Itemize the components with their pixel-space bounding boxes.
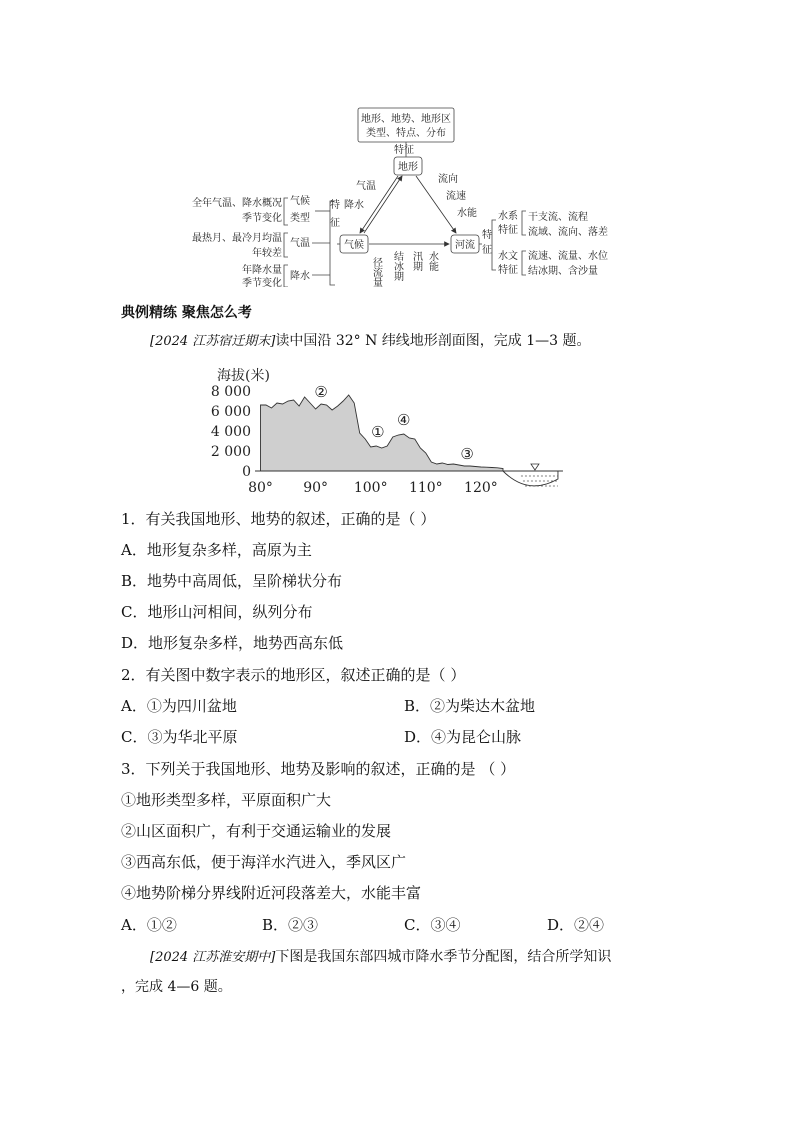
precip-feat-1: 年降水量: [242, 265, 282, 276]
climate-types-1: 气候: [290, 196, 310, 207]
q1-option-d[interactable]: D．地形复杂多样，地势西高东低: [121, 634, 344, 652]
water-system-feat-2: 流域、流向、落差: [528, 227, 608, 238]
node-river-label: 河流: [455, 240, 475, 251]
temp-feat-1: 最热月、最冷月均温: [192, 233, 282, 244]
climate-char-2: 征: [330, 218, 340, 229]
arrow-bottom-label-2: 结冰期: [391, 251, 403, 281]
q3-item-2: ②山区面积广，有利于交通运输业的发展: [121, 822, 392, 840]
x-tick-label: 110°: [408, 480, 443, 496]
q3-option-c[interactable]: C．③④: [404, 916, 461, 934]
water-system-2: 特征: [498, 225, 518, 236]
q3-item-3: ③西高东低，便于海洋水汽进入，季风区广: [121, 853, 407, 871]
intro-2: [150, 946, 611, 966]
q3-item-4: ④地势阶梯分界线附近河段落差大，水能丰富: [121, 884, 422, 902]
arrow-right-label-1: 流向: [438, 174, 458, 185]
q2-stem: 2．有关图中数字表示的地形区，叙述正确的是（ ）: [121, 666, 466, 684]
intro-2-text-line2: ，完成 4—6 题。: [121, 979, 232, 995]
climate-char-1: 特: [330, 200, 340, 211]
hydrology-feat-1: 流速、流量、水位: [528, 251, 608, 262]
region-marker: ③: [460, 445, 474, 463]
y-tick-label: 0: [242, 464, 251, 480]
y-tick-label: 6 000: [210, 404, 251, 420]
q2-option-d[interactable]: D．④为昆仑山脉: [404, 728, 522, 746]
x-tick-label: 80°: [248, 480, 273, 496]
climate-types-2: 类型: [290, 213, 310, 224]
q2-option-c[interactable]: C．③为华北平原: [121, 728, 238, 746]
river-char-2: 征: [482, 245, 492, 256]
region-marker: ②: [314, 383, 328, 401]
intro-1-text: 读中国沿 32° N 纬线地形剖面图，完成 1—3 题。: [275, 333, 591, 349]
q1-option-c[interactable]: C．地形山河相间，纵列分布: [121, 603, 313, 621]
node-climate-label: 气候: [344, 240, 364, 251]
arrow-left-label-2: 降水: [344, 200, 364, 211]
q3-option-a[interactable]: A．①②: [121, 916, 177, 934]
hydrology-1: 水文: [498, 251, 518, 262]
x-tick-label: 120°: [464, 480, 498, 496]
intro-1-source-tag: [2024 江苏宿迁期末]: [150, 334, 276, 349]
water-system-1: 水系: [498, 211, 518, 222]
region-marker: ①: [371, 423, 385, 441]
y-tick-label: 2 000: [210, 444, 251, 460]
q1-stem: 1．有关我国地形、地势的叙述，正确的是（ ）: [121, 510, 436, 528]
precip-feat-2: 季节变化: [242, 278, 282, 287]
intro-2-source-tag: [2024 江苏淮安期中]: [150, 950, 276, 965]
concept-map-diagram: [170, 105, 640, 287]
node-terrain-label: 地形: [398, 162, 418, 173]
x-tick-label: 100°: [353, 480, 388, 496]
climate-type-feat-2: 季节变化: [242, 213, 282, 224]
q3-option-d[interactable]: D．②④: [547, 916, 605, 934]
q2-option-a[interactable]: A．①为四川盆地: [121, 697, 237, 715]
q1-option-b[interactable]: B．地势中高周低，呈阶梯状分布: [121, 572, 343, 590]
river-char-1: 特: [482, 230, 492, 241]
terrain-attr-line1: 地形、地势、地形区: [361, 114, 451, 125]
arrow-bottom-label-3: 汛期: [410, 251, 422, 271]
arrow-right-label-3: 水能: [457, 208, 477, 219]
sea-level-marker: [531, 464, 539, 470]
precip-label: 降水: [290, 271, 310, 282]
region-marker: ④: [397, 411, 411, 429]
hydrology-feat-2: 结冰期、含沙量: [528, 266, 598, 277]
hydrology-2: 特征: [498, 265, 518, 276]
terrain-profile-chart: [205, 362, 595, 497]
x-tick-label: 90°: [303, 480, 329, 496]
section-title: 典例精练 聚焦怎么考: [121, 305, 252, 321]
y-tick-label: 8 000: [210, 384, 251, 400]
q2-option-b[interactable]: B．②为柴达木盆地: [404, 697, 536, 715]
terrain-attr-line2: 类型、特点、分布: [366, 128, 446, 139]
q3-item-1: ①地形类型多样，平原面积广大: [121, 791, 332, 809]
water-system-feat-1: 干支流、流程: [528, 212, 588, 223]
y-axis-label: 海拔(米): [217, 368, 270, 384]
arrow-bottom-label-4: 水能: [426, 251, 438, 271]
temp-label: 气温: [290, 238, 310, 249]
intro-2-text-line1: 下图是我国东部四城市降水季节分配图，结合所学知识: [275, 949, 612, 965]
terrain-char-label: 特征: [394, 145, 414, 156]
q1-option-a[interactable]: A．地形复杂多样，高原为主: [121, 541, 312, 559]
sea-basin: [503, 471, 558, 486]
arrow-left-label-1: 气温: [356, 181, 376, 192]
q3-stem: 3．下列关于我国地形、地势及影响的叙述，正确的是 （ ）: [121, 760, 516, 778]
climate-type-feat-1: 全年气温、降水概况: [192, 198, 282, 209]
arrow-right-label-2: 流速: [446, 191, 466, 202]
intro-1: [150, 330, 591, 350]
q3-option-b[interactable]: B．②③: [262, 916, 319, 934]
y-tick-label: 4 000: [210, 424, 251, 440]
temp-feat-2: 年较差: [252, 248, 282, 259]
arrow-bottom-label-1: 径流量: [370, 257, 382, 287]
